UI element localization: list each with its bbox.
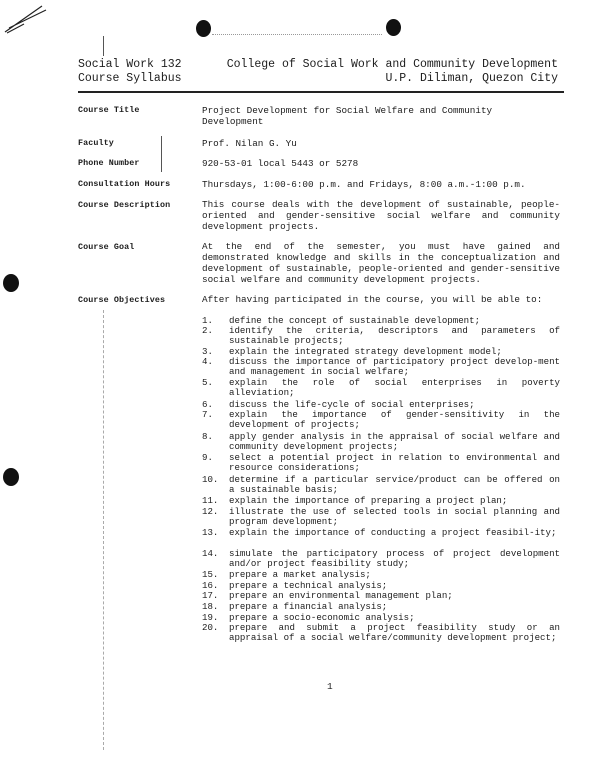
objective-16-number: 16. (202, 580, 219, 591)
objective-5-text: explain the role of social enterprises in poverty alleviation; (229, 377, 560, 398)
page-number: 1 (327, 681, 333, 692)
consultation-value: Thursdays, 1:00-6:00 p.m. and Fridays, 8:00 a.m.-1:00 p.m. (202, 179, 526, 190)
objective-14-number: 14. (202, 548, 219, 559)
scan-crease-line (103, 36, 104, 56)
phone-label: Phone Number (78, 158, 140, 168)
objective-13-text: explain the importance of conducting a project feasibil-ity; (229, 527, 557, 538)
objective-19-number: 19. (202, 612, 219, 623)
objective-10-text: determine if a particular service/product can be offered on a sustainable basis; (229, 474, 560, 495)
objectives-margin-line (103, 310, 104, 750)
objectives-intro: After having participated in the course, you will be able to: (202, 294, 543, 305)
description-label: Course Description (78, 200, 171, 210)
document-type: Course Syllabus (78, 72, 182, 85)
objective-9-text: select a potential project in relation to environmental and resource considerations; (229, 452, 560, 473)
objective-17-number: 17. (202, 590, 219, 601)
faculty-divider (161, 136, 162, 172)
pen-mark-scribble (2, 2, 48, 36)
scan-noise-top (212, 34, 382, 35)
objective-5-number: 5. (202, 377, 213, 388)
goal-label: Course Goal (78, 242, 135, 252)
description-value: This course deals with the development of sustainable, people-oriented and gender-sensitive social welfare and community development projects. (202, 199, 560, 232)
objective-16-text: prepare a technical analysis; (229, 580, 388, 591)
phone-value: 920-53-01 local 5443 or 5278 (202, 158, 359, 169)
objective-14-text: simulate the participatory process of project development and/or project feasibility study; (229, 548, 560, 569)
objective-15-text: prepare a market analysis; (229, 569, 371, 580)
objective-19-text: prepare a socio-economic analysis; (229, 612, 415, 623)
objective-20-number: 20. (202, 622, 219, 633)
faculty-value: Prof. Nilan G. Yu (202, 138, 297, 149)
objective-9-number: 9. (202, 452, 213, 463)
objective-20-text: prepare and submit a project feasibility study or an appraisal of a social welfare/community development project; (229, 622, 560, 643)
objective-12-text: illustrate the use of selected tools in social planning and program development; (229, 506, 560, 527)
college-location: U.P. Diliman, Quezon City (385, 72, 558, 85)
top-punch-hole-right (386, 19, 401, 36)
objective-1-number: 1. (202, 315, 213, 326)
objective-3-number: 3. (202, 346, 213, 357)
objective-2-number: 2. (202, 325, 213, 336)
objective-6-number: 6. (202, 399, 213, 410)
objective-4-text: discuss the importance of participatory project develop-ment and management in social welfare; (229, 356, 560, 377)
objective-6-text: discuss the life-cycle of social enterprises; (229, 399, 475, 410)
objective-10-number: 10. (202, 474, 219, 485)
objective-7-number: 7. (202, 409, 213, 420)
objective-18-text: prepare a financial analysis; (229, 601, 388, 612)
objective-1-text: define the concept of sustainable development; (229, 315, 481, 326)
course-title-line2: Development (202, 116, 264, 127)
objective-3-text: explain the integrated strategy development model; (229, 346, 502, 357)
objective-8-text: apply gender analysis in the appraisal of social welfare and community development projects; (229, 431, 560, 452)
course-title-line1: Project Development for Social Welfare and Community (202, 105, 493, 116)
objective-7-text: explain the importance of gender-sensitivity in the development of projects; (229, 409, 560, 430)
objective-2-text: identify the criteria, descriptors and parameters of sustainable projects; (229, 325, 560, 346)
objectives-label: Course Objectives (78, 295, 166, 305)
top-punch-hole-left (196, 20, 211, 37)
objective-17-text: prepare an environmental management plan; (229, 590, 453, 601)
objective-4-number: 4. (202, 356, 213, 367)
consultation-label: Consultation Hours (78, 179, 171, 189)
objective-11-text: explain the importance of preparing a project plan; (229, 495, 508, 506)
objective-18-number: 18. (202, 601, 219, 612)
header-rule (78, 91, 564, 93)
side-punch-hole-lower (3, 468, 19, 486)
college-name: College of Social Work and Community Development (226, 58, 558, 71)
objective-8-number: 8. (202, 431, 213, 442)
goal-value: At the end of the semester, you must have gained and demonstrated knowledge and skills in the conceptualization and development of sustainable, people-oriented and gender-sensitive social welfare and community development projects. (202, 241, 560, 285)
objective-15-number: 15. (202, 569, 219, 580)
objective-11-number: 11. (202, 495, 219, 506)
course-code: Social Work 132 (78, 58, 182, 71)
course-title-label: Course Title (78, 105, 140, 115)
objective-12-number: 12. (202, 506, 219, 517)
side-punch-hole-upper (3, 274, 19, 292)
faculty-label: Faculty (78, 138, 114, 148)
objective-13-number: 13. (202, 527, 219, 538)
